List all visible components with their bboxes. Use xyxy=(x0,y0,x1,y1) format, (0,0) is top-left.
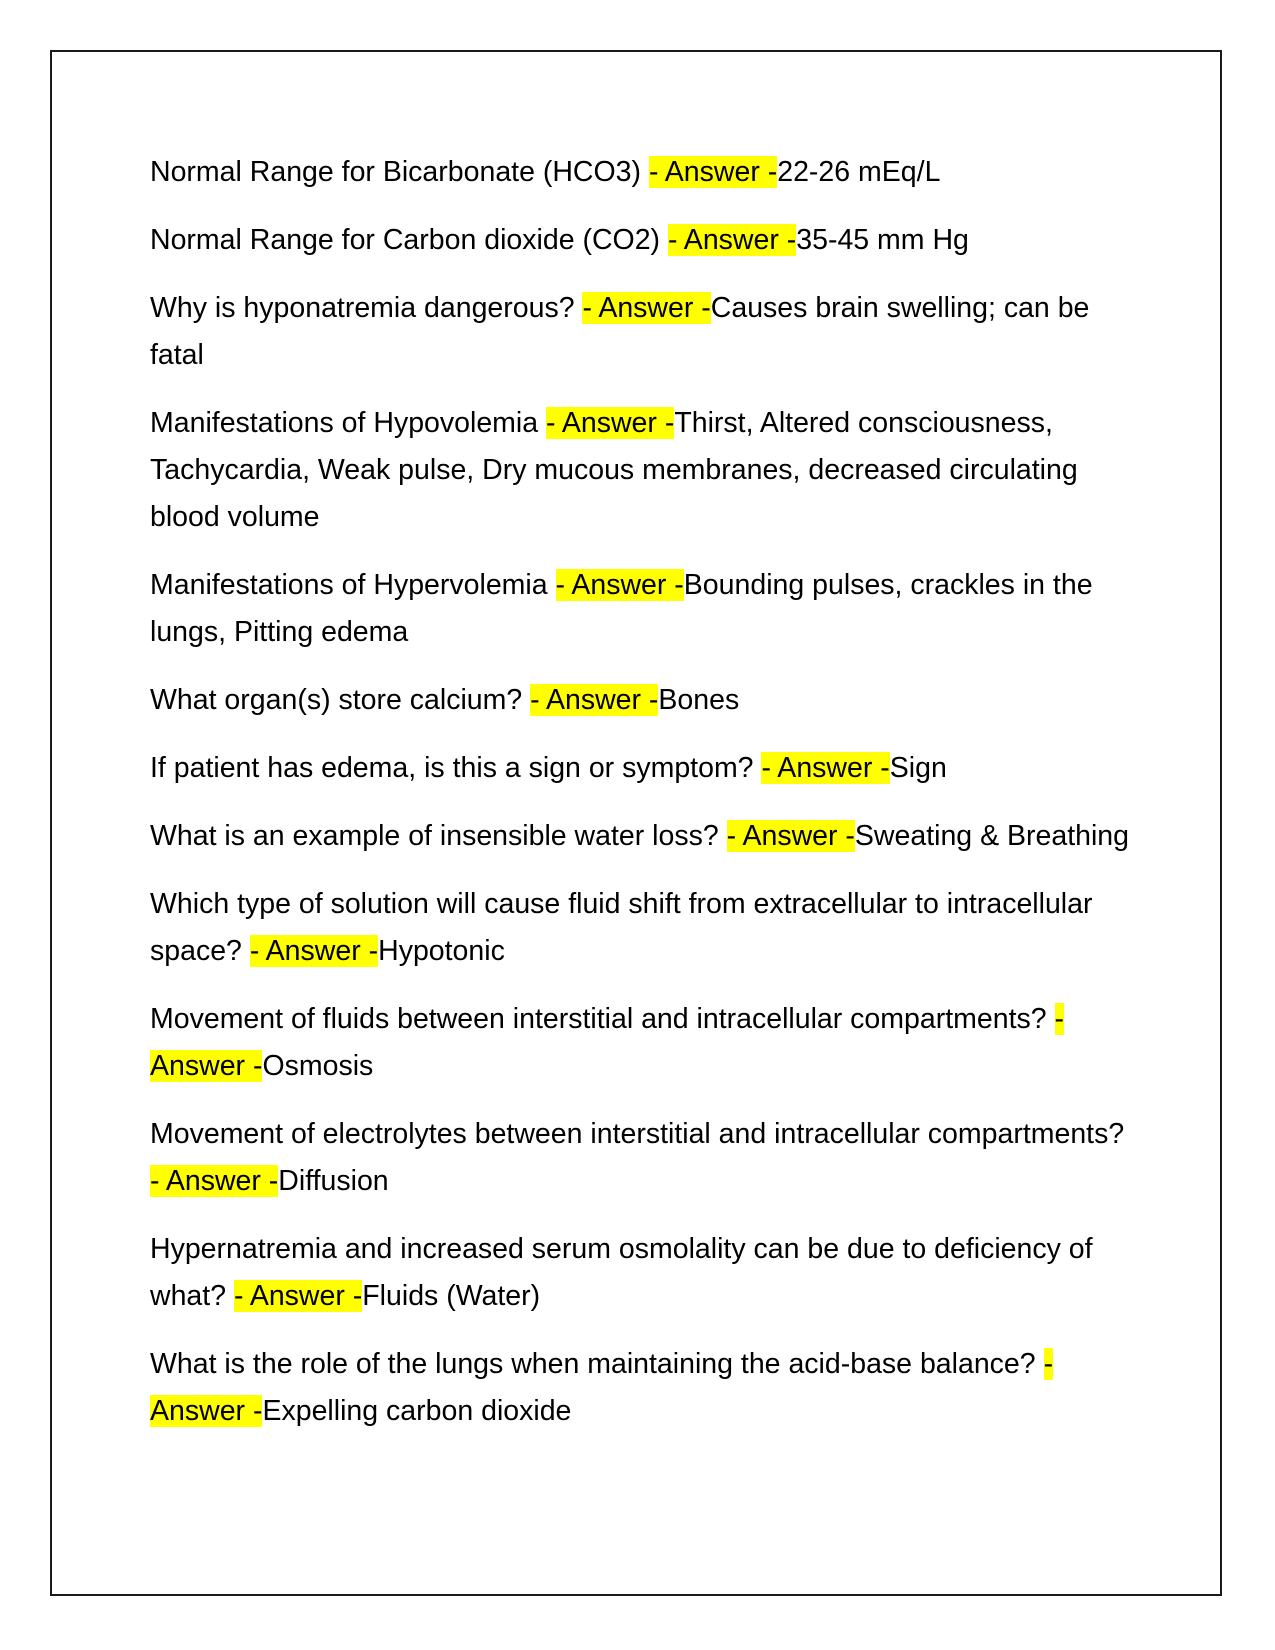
question-text: Movement of electrolytes between interstitial and intracellular compartments? xyxy=(150,1118,1125,1150)
question-text: If patient has edema, is this a sign or symptom? xyxy=(150,752,762,784)
answer-marker: - Answer - xyxy=(530,684,659,716)
question-text: Why is hyponatremia dangerous? xyxy=(150,292,583,324)
qa-item xyxy=(150,1226,1130,1320)
answer-marker: - Answer - xyxy=(667,224,797,256)
answer-marker: - Answer - xyxy=(150,1165,279,1197)
answer-marker: - Answer - xyxy=(150,1348,1054,1427)
answer-text: Fluids (Water) xyxy=(362,1280,541,1312)
qa-list xyxy=(150,149,1130,1456)
question-text: Manifestations of Hypervolemia xyxy=(150,569,556,601)
answer-text: Thirst, Altered consciousness, Tachycardia, Weak pulse, Dry mucous membranes, decreased circulating blood volume xyxy=(150,407,1078,533)
answer-text: Osmosis xyxy=(262,1050,374,1082)
qa-item xyxy=(150,745,1130,792)
question-text: Movement of fluids between interstitial and intracellular compartments? xyxy=(150,1003,1055,1035)
question-text: What is the role of the lungs when maintaining the acid-base balance? xyxy=(150,1348,1044,1380)
qa-item xyxy=(150,149,1130,196)
qa-item xyxy=(150,562,1130,656)
qa-item xyxy=(150,217,1130,264)
qa-item xyxy=(150,677,1130,724)
qa-item xyxy=(150,285,1130,379)
answer-marker: - Answer - xyxy=(546,407,675,439)
qa-item xyxy=(150,996,1130,1090)
answer-text: 22-26 mEq/L xyxy=(777,156,941,188)
question-text: Normal Range for Carbon dioxide (CO2) xyxy=(150,224,668,256)
answer-marker: - Answer - xyxy=(150,1003,1065,1082)
qa-item xyxy=(150,1341,1130,1435)
answer-text: Diffusion xyxy=(278,1165,389,1197)
question-text: What is an example of insensible water loss? xyxy=(150,820,727,852)
qa-item xyxy=(150,1111,1130,1205)
qa-item xyxy=(150,881,1130,975)
answer-marker: - Answer - xyxy=(582,292,711,324)
answer-text: Sign xyxy=(889,752,947,784)
answer-text: Expelling carbon dioxide xyxy=(262,1395,572,1427)
answer-text: 35-45 mm Hg xyxy=(796,224,969,256)
answer-text: Hypotonic xyxy=(378,935,505,967)
answer-text: Bones xyxy=(658,684,740,716)
answer-text: Causes brain swelling; can be fatal xyxy=(150,292,1090,371)
answer-text: Sweating & Breathing xyxy=(854,820,1129,852)
question-text: Which type of solution will cause fluid shift from extracellular to intracellular space? xyxy=(150,888,1093,967)
answer-marker: - Answer - xyxy=(648,156,778,188)
question-text: Hypernatremia and increased serum osmolality can be due to deficiency of what? xyxy=(150,1233,1093,1312)
answer-text: Bounding pulses, crackles in the lungs, Pitting edema xyxy=(150,569,1093,648)
question-text: Normal Range for Bicarbonate (HCO3) xyxy=(150,156,649,188)
answer-marker: - Answer - xyxy=(233,1280,363,1312)
question-text: What organ(s) store calcium? xyxy=(150,684,531,716)
answer-marker: - Answer - xyxy=(555,569,684,601)
answer-marker: - Answer - xyxy=(726,820,855,852)
qa-item xyxy=(150,400,1130,541)
question-text: Manifestations of Hypovolemia xyxy=(150,407,547,439)
qa-item xyxy=(150,813,1130,860)
answer-marker: - Answer - xyxy=(761,752,890,784)
answer-marker: - Answer - xyxy=(249,935,379,967)
